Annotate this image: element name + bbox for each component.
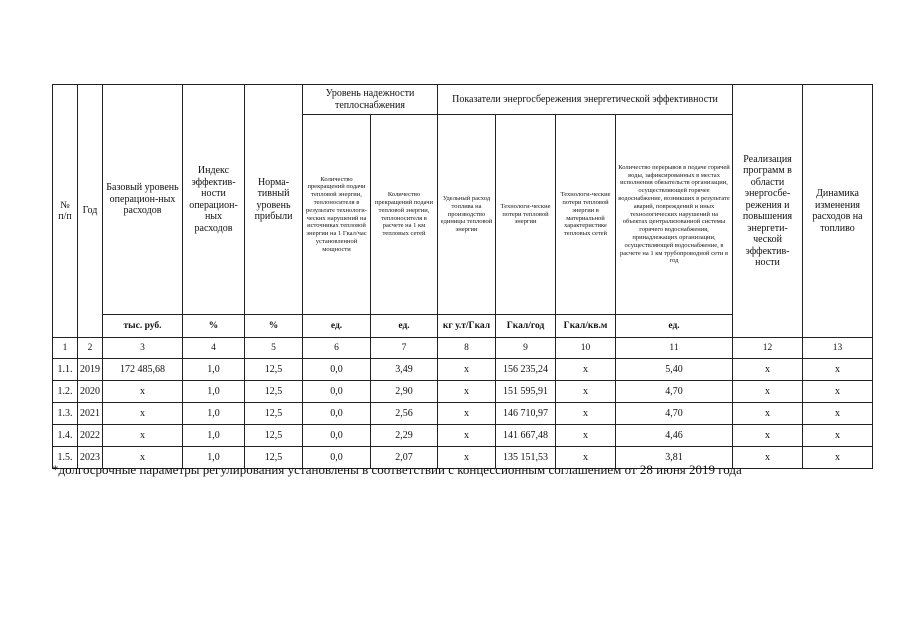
cell-efficiency-index: 1,0 xyxy=(183,447,245,469)
table-row xyxy=(53,381,873,403)
cell-heat-losses-material: x xyxy=(556,447,616,469)
cell-base-opex: x xyxy=(103,403,183,425)
header-heat-losses-material: Технологи-ческие потери тепловой энергии в материальной характеристике тепловых сетей xyxy=(556,115,616,315)
column-number: 6 xyxy=(303,338,371,359)
cell-fuel-dynamics: x xyxy=(803,447,873,469)
cell-energy-programs: x xyxy=(733,359,803,381)
header-heat-losses: Технологи-ческие потери тепловой энергии xyxy=(496,115,556,315)
header-group-energy: Показатели энергосбережения энергетической эффективности xyxy=(438,85,733,115)
header-group-reliability: Уровень надежности теплоснабжения xyxy=(303,85,438,115)
unit-cell: Гкал/год xyxy=(496,315,556,338)
cell-heat-losses-material: x xyxy=(556,403,616,425)
tariff-parameters-table xyxy=(52,84,873,469)
cell-profit-level: 12,5 xyxy=(245,359,303,381)
footnote: *долгосрочные параметры регулирования установлены в соответствии с концессионным соглашением от 28 июня 2019 года xyxy=(52,462,742,477)
cell-fuel-rate: x xyxy=(438,359,496,381)
row-number: 1.3. xyxy=(53,403,78,425)
cell-heat-losses: 151 595,91 xyxy=(496,381,556,403)
cell-efficiency-index: 1,0 xyxy=(183,425,245,447)
cell-energy-programs: x xyxy=(733,403,803,425)
cell-hot-water-interruptions: 3,81 xyxy=(616,447,733,469)
row-year: 2020 xyxy=(78,381,103,403)
header-profit-level: Норма-тивный уровень прибыли xyxy=(245,85,303,315)
cell-heat-losses-material: x xyxy=(556,359,616,381)
cell-fuel-rate: x xyxy=(438,403,496,425)
cell-heat-losses-material: x xyxy=(556,425,616,447)
cell-base-opex: x xyxy=(103,425,183,447)
column-number: 5 xyxy=(245,338,303,359)
cell-efficiency-index: 1,0 xyxy=(183,359,245,381)
cell-interruptions-network: 2,07 xyxy=(371,447,438,469)
header-interruptions-source: Количество прекращений подачи тепловой энергии, теплоносителя в результате технологи-ческих нарушений на источниках тепловой энергии на 1 Гкал/час установленной мощности xyxy=(303,115,371,315)
unit-cell: ед. xyxy=(371,315,438,338)
header-energy-programs: Реализация программ в области энергосбе-режения и повышения энергети-ческой эффектив-ности xyxy=(733,85,803,338)
column-number: 10 xyxy=(556,338,616,359)
cell-energy-programs: x xyxy=(733,425,803,447)
cell-hot-water-interruptions: 5,40 xyxy=(616,359,733,381)
header-efficiency-index: Индекс эффектив-ности операцион-ных расходов xyxy=(183,85,245,315)
cell-energy-programs: x xyxy=(733,447,803,469)
cell-profit-level: 12,5 xyxy=(245,425,303,447)
cell-interruptions-network: 2,56 xyxy=(371,403,438,425)
row-number: 1.4. xyxy=(53,425,78,447)
column-number: 4 xyxy=(183,338,245,359)
column-number-row xyxy=(53,338,873,359)
cell-fuel-rate: x xyxy=(438,425,496,447)
header-year: Год xyxy=(78,85,103,338)
column-number: 2 xyxy=(78,338,103,359)
cell-profit-level: 12,5 xyxy=(245,381,303,403)
header-number: № п/п xyxy=(53,85,78,338)
cell-heat-losses: 135 151,53 xyxy=(496,447,556,469)
cell-interruptions-source: 0,0 xyxy=(303,447,371,469)
cell-base-opex: x xyxy=(103,447,183,469)
cell-interruptions-source: 0,0 xyxy=(303,359,371,381)
cell-hot-water-interruptions: 4,70 xyxy=(616,381,733,403)
column-number: 12 xyxy=(733,338,803,359)
cell-heat-losses: 146 710,97 xyxy=(496,403,556,425)
cell-fuel-rate: x xyxy=(438,381,496,403)
cell-interruptions-network: 3,49 xyxy=(371,359,438,381)
row-year: 2023 xyxy=(78,447,103,469)
unit-cell: ед. xyxy=(303,315,371,338)
header-interruptions-network: Количество прекращений подачи тепловой энергии, теплоносителя в расчете на 1 км тепловых сетей xyxy=(371,115,438,315)
table-row xyxy=(53,359,873,381)
cell-profit-level: 12,5 xyxy=(245,447,303,469)
unit-cell: % xyxy=(183,315,245,338)
unit-cell: % xyxy=(245,315,303,338)
cell-energy-programs: x xyxy=(733,381,803,403)
cell-hot-water-interruptions: 4,70 xyxy=(616,403,733,425)
unit-cell: Гкал/кв.м xyxy=(556,315,616,338)
cell-efficiency-index: 1,0 xyxy=(183,403,245,425)
table-row xyxy=(53,403,873,425)
cell-hot-water-interruptions: 4,46 xyxy=(616,425,733,447)
unit-cell: кг у.т/Гкал xyxy=(438,315,496,338)
row-number: 1.1. xyxy=(53,359,78,381)
cell-fuel-dynamics: x xyxy=(803,381,873,403)
column-number: 3 xyxy=(103,338,183,359)
row-year: 2019 xyxy=(78,359,103,381)
unit-cell: тыс. руб. xyxy=(103,315,183,338)
cell-fuel-dynamics: x xyxy=(803,403,873,425)
header-hot-water-interruptions: Количество перерывов в подаче горячей воды, зафиксированных в местах исполнения обязательств организации, осуществляющей горячее водоснабжение, возникших в результате аварий, повреждений и иных технологических нарушений на объектах централизованной системы горячего водоснабжения, принадлежащих организации, осуществляющей водоснабжение, в расчете на 1 км трубопроводной сети в год xyxy=(616,115,733,315)
cell-interruptions-source: 0,0 xyxy=(303,403,371,425)
cell-heat-losses: 141 667,48 xyxy=(496,425,556,447)
cell-fuel-dynamics: x xyxy=(803,359,873,381)
cell-interruptions-source: 0,0 xyxy=(303,425,371,447)
row-number: 1.5. xyxy=(53,447,78,469)
cell-fuel-rate: x xyxy=(438,447,496,469)
unit-cell: ед. xyxy=(616,315,733,338)
table-row xyxy=(53,425,873,447)
cell-efficiency-index: 1,0 xyxy=(183,381,245,403)
cell-base-opex: 172 485,68 xyxy=(103,359,183,381)
cell-heat-losses-material: x xyxy=(556,381,616,403)
cell-interruptions-source: 0,0 xyxy=(303,381,371,403)
column-number: 8 xyxy=(438,338,496,359)
row-year: 2021 xyxy=(78,403,103,425)
cell-fuel-dynamics: x xyxy=(803,425,873,447)
cell-interruptions-network: 2,90 xyxy=(371,381,438,403)
cell-heat-losses: 156 235,24 xyxy=(496,359,556,381)
column-number: 13 xyxy=(803,338,873,359)
cell-base-opex: x xyxy=(103,381,183,403)
column-number: 11 xyxy=(616,338,733,359)
column-number: 1 xyxy=(53,338,78,359)
column-number: 7 xyxy=(371,338,438,359)
row-year: 2022 xyxy=(78,425,103,447)
header-fuel-dynamics: Динамика изменения расходов на топливо xyxy=(803,85,873,338)
cell-profit-level: 12,5 xyxy=(245,403,303,425)
column-number: 9 xyxy=(496,338,556,359)
header-base-opex: Базовый уровень операцион-ных расходов xyxy=(103,85,183,315)
header-fuel-rate: Удельный расход топлива на производство единицы тепловой энергии xyxy=(438,115,496,315)
row-number: 1.2. xyxy=(53,381,78,403)
cell-interruptions-network: 2,29 xyxy=(371,425,438,447)
